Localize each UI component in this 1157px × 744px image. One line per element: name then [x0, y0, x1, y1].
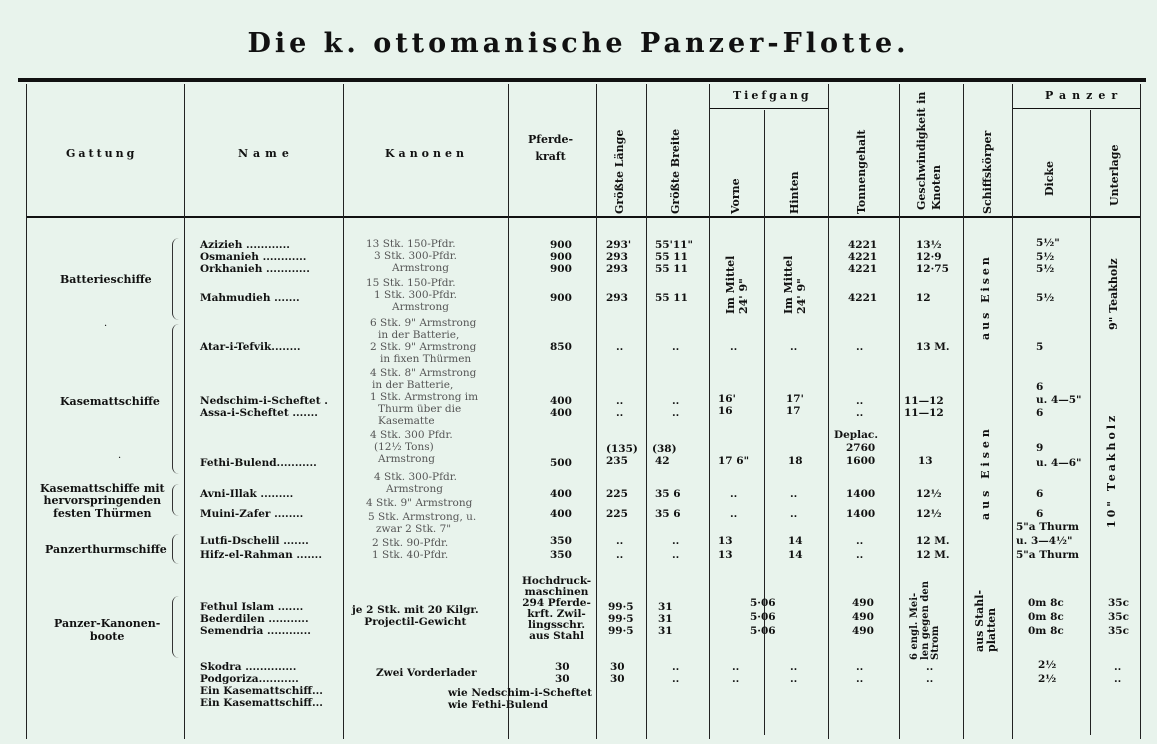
geschw-value: .. — [926, 673, 934, 685]
breite-value: .. — [672, 661, 680, 673]
ship-name: Atar-i-Tefvik........ — [200, 341, 301, 353]
page: Die k. ottomanische Panzer-Flotte. Gattung Name Kanonen Pferde- kraft Größte Länge Größte Breite Tiefgang Vorne Hinten Tonnengehalt Geschwindigkeit in Knoten Schiffskörper Panzer Dicke Unterlage Batterieschiffe · Kasemattschiffe · Kasemattschiffe mit hervorspringenden festen Thürmen Panzerthurmschiffe Panzer-Kanonen- boote Azizieh ............ Osmanieh ............ Orkhanieh ............ Mahmudieh ....... Atar-i-Tefvik........ Nedschim-i-Scheftet . Assa-i-Scheftet ....... Fethi-Bulend........... Avni-Illak ......... Muini-Zafer ........ Lutfi-Dschelil ....... Hifz-el-Rahman ....... Fethul Islam ....... Bederdilen ........... Semendria ............ Skodra .............. Podgoriza........... Ein Kasemattschiff... Ein Kasemattschiff... 13 Stk. 150-Pfdr. 3 Stk. 300-Pfdr. Armstrong 15 Stk. 150-Pfdr. 1 Stk. 300-Pfdr. Armstrong 6 Stk. 9" Armstrong in der Batterie, 2 Stk. 9" Armstrong in fixen Thürmen 4 Stk. 8" Armstrong in der Batterie, 1 Stk. Armstrong im Thurm über die Kasematte 4 Stk. 300 Pfdr. (12½ Tons) Armstrong 4 Stk. 300-Pfdr. Armstrong 4 Stk. 9" Armstrong 5 Stk. Armstrong, u. zwar 2 Stk. 7" 2 Stk. 90-Pfdr. 1 Stk. 40-Pfdr. je 2 Stk. mit 20 Kilgr. Projectil-Gewicht Zwei Vorderlader wie Nedschim-i-Scheftet wie Fethi-Bulend 900 900 900 900 850 400 400 500 400 400 350 350 Hochdruck- maschinen 294 Pferde- krft. Zwil- lingsschr. aus Stahl 30 30 293' 293 293 293 .. .. .. (135) 235 225 225 .. .. 99·5 99·5 99·5 30 30 55'11" 55 11 55 11 55 11 .. .. .. (38) 42 35 6 35 6 .. .. 31 31 31 .. .. Im Mittel 24' 9" Im Mittel 24' 9" .. 16' 16 17 6" .. .. 13 13 .. .. .. 17' 17 18 .. .. 14 14 .. .. 5·06 5·06 5·06 4221 4221 4221 4221 .. .. .. Deplac. 2760 1600 1400 1400 .. .. 490 490 490 .. .. 13½ 12·9 12·75 12 13 M. 11—12 11—12 13 12½ 12½ 12 M. 12 M. .. .. 6 engl. Mei- len gegen den Strom aus Eisen aus Eisen aus Stahl- platten 5½" 5½ 5½ 5½ 5 6 u. 4—5" 6 9 u. 4—6" 6 6 5"a Thurm u. 3—4½" 5"a Thurm 0m 8c 0m 8c 0m 8c 2½ 2½ 9" Teakholz 10" Teakholz 35c 35c 35c .. .. — [0, 0, 1157, 744]
header-tiefgang: Tiefgang — [733, 89, 812, 102]
kanonen-text: 1 Stk. 40-Pfdr. — [372, 549, 449, 561]
dicke-value: 2½ — [1038, 673, 1057, 685]
vorne-value: .. — [730, 488, 738, 500]
dicke-value: 5½ — [1036, 251, 1055, 263]
boote-pferde: Hochdruck- maschinen 294 Pferde- krft. Zwil- lingsschr. aus Stahl — [522, 575, 592, 643]
kanonen-text: in der Batterie, — [378, 329, 460, 341]
breite-value: 35 6 — [655, 488, 681, 500]
laenge-value: .. — [616, 535, 624, 547]
kanonen-text: Armstrong — [378, 453, 435, 465]
laenge-value: 30 — [610, 673, 625, 685]
tiefgang-rule — [709, 108, 828, 109]
geschw-value: 13½ — [916, 239, 942, 251]
breite-value: 42 — [655, 455, 670, 467]
ship-name: Ein Kasemattschiff... — [200, 685, 323, 697]
kanonen-text: 2 Stk. 9" Armstrong — [370, 341, 477, 353]
laenge-value: 30 — [610, 661, 625, 673]
pferdekraft-value: 30 — [555, 673, 570, 685]
vorne-value: 16 — [718, 405, 733, 417]
vorne-value: .. — [732, 661, 740, 673]
vorne-value: .. — [730, 341, 738, 353]
tonnen-value: 4221 — [848, 263, 878, 275]
koerper-eisen: aus Eisen — [979, 425, 992, 520]
pferdekraft-value: 850 — [550, 341, 572, 353]
category-kasemattschiffe: Kasemattschiffe — [60, 395, 160, 408]
tonnen-value: 490 — [852, 625, 874, 637]
dicke-value: 0m 8c — [1028, 611, 1064, 623]
kanonen-text: 3 Stk. 300-Pfdr. — [374, 250, 457, 262]
breite-value: (38) — [652, 443, 677, 455]
unterlage-teak1: 9" Teakholz — [1107, 258, 1120, 330]
laenge-value: 99·5 — [608, 601, 634, 613]
tonnen-value: 490 — [852, 597, 874, 609]
ship-name: Muini-Zafer ........ — [200, 508, 304, 520]
header-name: Name — [238, 147, 294, 160]
laenge-value: 293 — [606, 263, 628, 275]
ship-name: Ein Kasemattschiff... — [200, 697, 323, 709]
breite-value: .. — [672, 341, 680, 353]
kanonen-text: 4 Stk. 8" Armstrong — [370, 367, 477, 379]
pferdekraft-value: 400 — [550, 508, 572, 520]
kanonen-text: Armstrong — [386, 483, 443, 495]
kanonen-text: 1 Stk. Armstrong im — [370, 391, 479, 403]
tonnen-value: 1600 — [846, 455, 876, 467]
breite-value: .. — [672, 535, 680, 547]
kanonen-text: (12½ Tons) — [374, 441, 434, 453]
geschw-value: 12½ — [916, 488, 942, 500]
ship-name: Bederdilen ........... — [200, 613, 309, 625]
header-kanonen: Kanonen — [385, 147, 469, 160]
hinten-value: .. — [790, 508, 798, 520]
vorne-value: .. — [730, 508, 738, 520]
unterlage-value: 35c — [1108, 625, 1130, 637]
vorne-value: 13 — [718, 549, 733, 561]
pferdekraft-value: 350 — [550, 549, 572, 561]
hinten-value: .. — [790, 673, 798, 685]
vorne-value: 13 — [718, 535, 733, 547]
ship-name: Azizieh ............ — [200, 239, 290, 251]
unterlage-value: 35c — [1108, 611, 1130, 623]
breite-value: .. — [672, 395, 680, 407]
panzer-rule — [1012, 108, 1140, 109]
im-mittel-vorne: Im Mittel 24' 9" — [724, 255, 751, 314]
vorne-value: .. — [732, 673, 740, 685]
laenge-value: 99·5 — [608, 613, 634, 625]
category-panzerthurmschiffe: Panzerthurmschiffe — [45, 543, 167, 556]
dicke-value: 9 — [1036, 442, 1044, 454]
tief-boote: 5·06 — [750, 597, 776, 609]
ship-name: Osmanieh ............ — [200, 251, 307, 263]
geschw-value: 11—12 — [904, 395, 944, 407]
header-laenge: Größte Länge — [613, 129, 626, 214]
geschw-value: 12 M. — [916, 535, 950, 547]
header-breite: Größte Breite — [669, 128, 682, 214]
pferdekraft-value: 400 — [550, 395, 572, 407]
geschw-boote: 6 engl. Mei- len gegen den Strom — [909, 581, 941, 660]
breite-value: .. — [672, 549, 680, 561]
dicke-value: 5"a Thurm — [1016, 521, 1079, 533]
hinten-value: 17' — [786, 393, 804, 405]
laenge-value: 225 — [606, 488, 628, 500]
laenge-value: .. — [616, 395, 624, 407]
dicke-value: 0m 8c — [1028, 597, 1064, 609]
hinten-value: .. — [790, 661, 798, 673]
header-gattung: Gattung — [66, 147, 138, 160]
vorne-value: 17 6" — [718, 455, 750, 467]
breite-value: .. — [672, 407, 680, 419]
ship-name: Hifz-el-Rahman ....... — [200, 549, 322, 561]
geschw-value: 11—12 — [904, 407, 944, 419]
dicke-value: u. 3—4½" — [1016, 535, 1073, 547]
header-panzer: Panzer — [1045, 89, 1124, 102]
pferdekraft-value: 350 — [550, 535, 572, 547]
kanonen-text: Armstrong — [392, 301, 449, 313]
dicke-value: 0m 8c — [1028, 625, 1064, 637]
koerper-stahl: aus Stahl- platten — [973, 589, 999, 652]
tonnen-value: 2760 — [846, 442, 876, 454]
tonnen-value: 4221 — [848, 292, 878, 304]
header-vorne: Vorne — [729, 178, 742, 214]
breite-value: 31 — [658, 601, 673, 613]
tief-boote: 5·06 — [750, 611, 776, 623]
tonnen-value: 4221 — [848, 251, 878, 263]
dicke-value: 5 — [1036, 341, 1044, 353]
pferdekraft-value: 400 — [550, 407, 572, 419]
kanonen-skodra: Zwei Vorderlader — [376, 667, 477, 679]
kanonen-text: 4 Stk. 300-Pfdr. — [374, 471, 457, 483]
unterlage-value: .. — [1114, 673, 1122, 685]
category-batterieschiffe: Batterieschiffe — [60, 273, 152, 286]
tonnen-value: .. — [856, 661, 864, 673]
tonnen-value: .. — [856, 673, 864, 685]
tonnen-value: .. — [856, 395, 864, 407]
laenge-value: 293 — [606, 292, 628, 304]
tonnen-value: .. — [856, 549, 864, 561]
tonnen-value: .. — [856, 535, 864, 547]
ship-name: Orkhanieh ............ — [200, 263, 310, 275]
pferdekraft-value: 30 — [555, 661, 570, 673]
dicke-value: 5½ — [1036, 263, 1055, 275]
kanonen-text: Kasematte — [378, 415, 435, 427]
breite-value: 55 11 — [655, 251, 688, 263]
unterlage-value: .. — [1114, 661, 1122, 673]
laenge-value: .. — [616, 407, 624, 419]
pferdekraft-value: 500 — [550, 457, 572, 469]
vorne-value: 16' — [718, 393, 736, 405]
tief-boote: 5·06 — [750, 625, 776, 637]
dicke-value: 5½" — [1036, 237, 1060, 249]
unterlage-teak2: 10" Teakholz — [1105, 412, 1118, 528]
page-title: Die k. ottomanische Panzer-Flotte. — [247, 28, 910, 59]
header-pferdekraft: Pferde- kraft — [528, 133, 574, 163]
laenge-value: (135) — [606, 443, 638, 455]
laenge-value: 99·5 — [608, 625, 634, 637]
tonnen-value: 1400 — [846, 488, 876, 500]
tonnen-value: 4221 — [848, 239, 878, 251]
ship-name: Semendria ............ — [200, 625, 311, 637]
pferdekraft-value: 400 — [550, 488, 572, 500]
pferdekraft-value: 900 — [550, 263, 572, 275]
geschw-value: 12·75 — [916, 263, 949, 275]
kanonen-text: 4 Stk. 9" Armstrong — [366, 497, 473, 509]
hinten-value: 18 — [788, 455, 803, 467]
laenge-value: 293 — [606, 251, 628, 263]
breite-value: 55'11" — [655, 239, 693, 251]
dicke-value: 6 — [1036, 407, 1044, 419]
header-unterlage: Unterlage — [1108, 144, 1121, 206]
ship-name: Assa-i-Scheftet ....... — [200, 407, 318, 419]
geschw-value: 12 M. — [916, 549, 950, 561]
pferdekraft-value: 900 — [550, 239, 572, 251]
hinten-value: 14 — [788, 549, 803, 561]
geschw-value: 13 — [918, 455, 933, 467]
tonnen-value: .. — [856, 341, 864, 353]
category-kasematt-thuermen: Kasemattschiffe mit hervorspringenden festen Thürmen — [40, 482, 165, 520]
kanonen-text: 15 Stk. 150-Pfdr. — [366, 277, 456, 289]
category-panzer-kanonenboote: Panzer-Kanonen- boote — [54, 617, 161, 643]
kanonen-text: in fixen Thürmen — [380, 353, 472, 365]
dicke-value: u. 4—5" — [1036, 394, 1082, 406]
laenge-value: 293' — [606, 239, 632, 251]
header-tonnen: Tonnengehalt — [855, 129, 868, 214]
breite-value: 55 11 — [655, 292, 688, 304]
top-rule — [18, 78, 1146, 82]
kanonen-boote: je 2 Stk. mit 20 Kilgr. Projectil-Gewicht — [352, 604, 479, 629]
kanonen-text: Thurm über die — [378, 403, 462, 415]
geschw-value: 12½ — [916, 508, 942, 520]
kanonen-text: zwar 2 Stk. 7" — [376, 523, 452, 535]
tonnen-value: 1400 — [846, 508, 876, 520]
header-rule — [26, 216, 1141, 218]
header-koerper: Schiffskörper — [981, 130, 994, 214]
kanonen-text: 6 Stk. 9" Armstrong — [370, 317, 477, 329]
im-mittel-hinten: Im Mittel 24' 9" — [782, 255, 809, 314]
dicke-value: u. 4—6" — [1036, 457, 1082, 469]
ship-name: Fethul Islam ....... — [200, 601, 304, 613]
geschw-value: 13 M. — [916, 341, 950, 353]
hinten-value: .. — [790, 341, 798, 353]
unterlage-value: 35c — [1108, 597, 1130, 609]
ship-name: Nedschim-i-Scheftet . — [200, 395, 328, 407]
laenge-value: .. — [616, 341, 624, 353]
tonnen-value: .. — [856, 407, 864, 419]
koerper-eisen: aus Eisen — [979, 254, 992, 340]
laenge-value: 225 — [606, 508, 628, 520]
header-dicke: Dicke — [1043, 160, 1056, 196]
dicke-value: 5"a Thurm — [1016, 549, 1079, 561]
kanonen-ein2: wie Fethi-Bulend — [448, 699, 548, 711]
pferdekraft-value: 900 — [550, 251, 572, 263]
kanonen-text: 5 Stk. Armstrong, u. — [368, 511, 477, 523]
ship-name: Lutfi-Dschelil ....... — [200, 535, 309, 547]
hinten-value: 14 — [788, 535, 803, 547]
ship-name: Avni-Illak ......... — [200, 488, 294, 500]
kanonen-text: 1 Stk. 300-Pfdr. — [374, 289, 457, 301]
dicke-value: 2½ — [1038, 659, 1057, 671]
breite-value: .. — [672, 673, 680, 685]
kanonen-text: 13 Stk. 150-Pfdr. — [366, 238, 456, 250]
dicke-value: 6 — [1036, 381, 1044, 393]
breite-value: 31 — [658, 613, 673, 625]
geschw-value: .. — [926, 661, 934, 673]
pferdekraft-value: 900 — [550, 292, 572, 304]
dicke-value: 5½ — [1036, 292, 1055, 304]
tonnen-value: Deplac. — [834, 429, 878, 441]
laenge-value: .. — [616, 549, 624, 561]
kanonen-text: 4 Stk. 300 Pfdr. — [370, 429, 453, 441]
breite-value: 35 6 — [655, 508, 681, 520]
ship-name: Podgoriza........... — [200, 673, 299, 685]
ship-name: Fethi-Bulend........... — [200, 457, 317, 469]
breite-value: 55 11 — [655, 263, 688, 275]
kanonen-text: 2 Stk. 90-Pfdr. — [372, 537, 449, 549]
ship-name: Mahmudieh ....... — [200, 292, 300, 304]
kanonen-text: Armstrong — [392, 262, 449, 274]
header-geschw: Geschwindigkeit in Knoten — [915, 91, 944, 210]
ship-name: Skodra .............. — [200, 661, 297, 673]
header-hinten: Hinten — [788, 171, 801, 214]
laenge-value: 235 — [606, 455, 628, 467]
dicke-value: 6 — [1036, 488, 1044, 500]
hinten-value: 17 — [786, 405, 801, 417]
hinten-value: .. — [790, 488, 798, 500]
kanonen-ein1: wie Nedschim-i-Scheftet — [448, 687, 592, 699]
breite-value: 31 — [658, 625, 673, 637]
kanonen-text: in der Batterie, — [372, 379, 454, 391]
tonnen-value: 490 — [852, 611, 874, 623]
dicke-value: 6 — [1036, 508, 1044, 520]
geschw-value: 12·9 — [916, 251, 942, 263]
geschw-value: 12 — [916, 292, 931, 304]
